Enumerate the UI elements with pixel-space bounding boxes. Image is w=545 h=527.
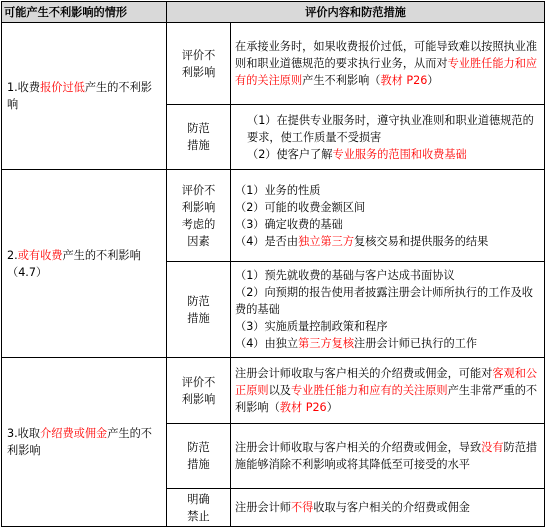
table-row [2,23,545,105]
header-scenario: 可能产生不利影响的情形 [2,2,167,23]
header-content: 评价内容和防范措施 [167,2,545,23]
category-label: 防范 措施 [167,424,231,489]
category-label: 防范 措施 [167,105,231,170]
assessment-content: （1）业务的性质 （2）可能的收费金额区间 （3）确定收费的基础 （4）是否由独立第三方复核交易和提供服务的结果 [231,170,545,262]
category-label: 评价不 利影响 [167,23,231,105]
prevention-content: （1）预先就收费的基础与客户达成书面协议 （2）向预期的报告使用者披露注册会计师所执行的工作及收费的基础 （3）实施质量控制政策和程序 （4）由独立第三方复核注册会计师已执行的工作 [231,262,545,358]
fee-threat-table [1,1,545,527]
assessment-content: 注册会计师收取与客户相关的介绍费或佣金，可能对客观和公正原则以及专业胜任能力和应有的关注原则产生非常严重的不利影响（教材 P26） [231,358,545,424]
table-row [2,358,545,424]
category-label: 评价不 利影响 [167,358,231,424]
scenario-cell: 1.收费报价过低产生的不利影响 [2,23,167,170]
table-row [2,170,545,262]
category-label: 明确 禁止 [167,489,231,527]
category-label: 评价不 利影响 考虑的 因素 [167,170,231,262]
category-label: 防范 措施 [167,262,231,358]
header-row [2,2,545,23]
scenario-cell: 3.收取介绍费或佣金产生的不利影响 [2,358,167,527]
prevention-content: 注册会计师收取与客户相关的介绍费或佣金，导致没有防范措施能够消除不利影响或将其降低至可接受的水平 [231,424,545,489]
scenario-cell: 2.或有收费产生的不利影响（4.7） [2,170,167,358]
assessment-content: 在承接业务时，如果收费报价过低，可能导致难以按照执业准则和职业道德规范的要求执行业务，从而对专业胜任能力和应有的关注原则产生不利影响（教材 P26） [231,23,545,105]
prohibition-content: 注册会计师不得收取与客户相关的介绍费或佣金 [231,489,545,527]
prevention-content: （1）在提供专业服务时，遵守执业准则和职业道德规范的要求，使工作质量不受损害 （2）使客户了解专业服务的范围和收费基础 [231,105,545,170]
